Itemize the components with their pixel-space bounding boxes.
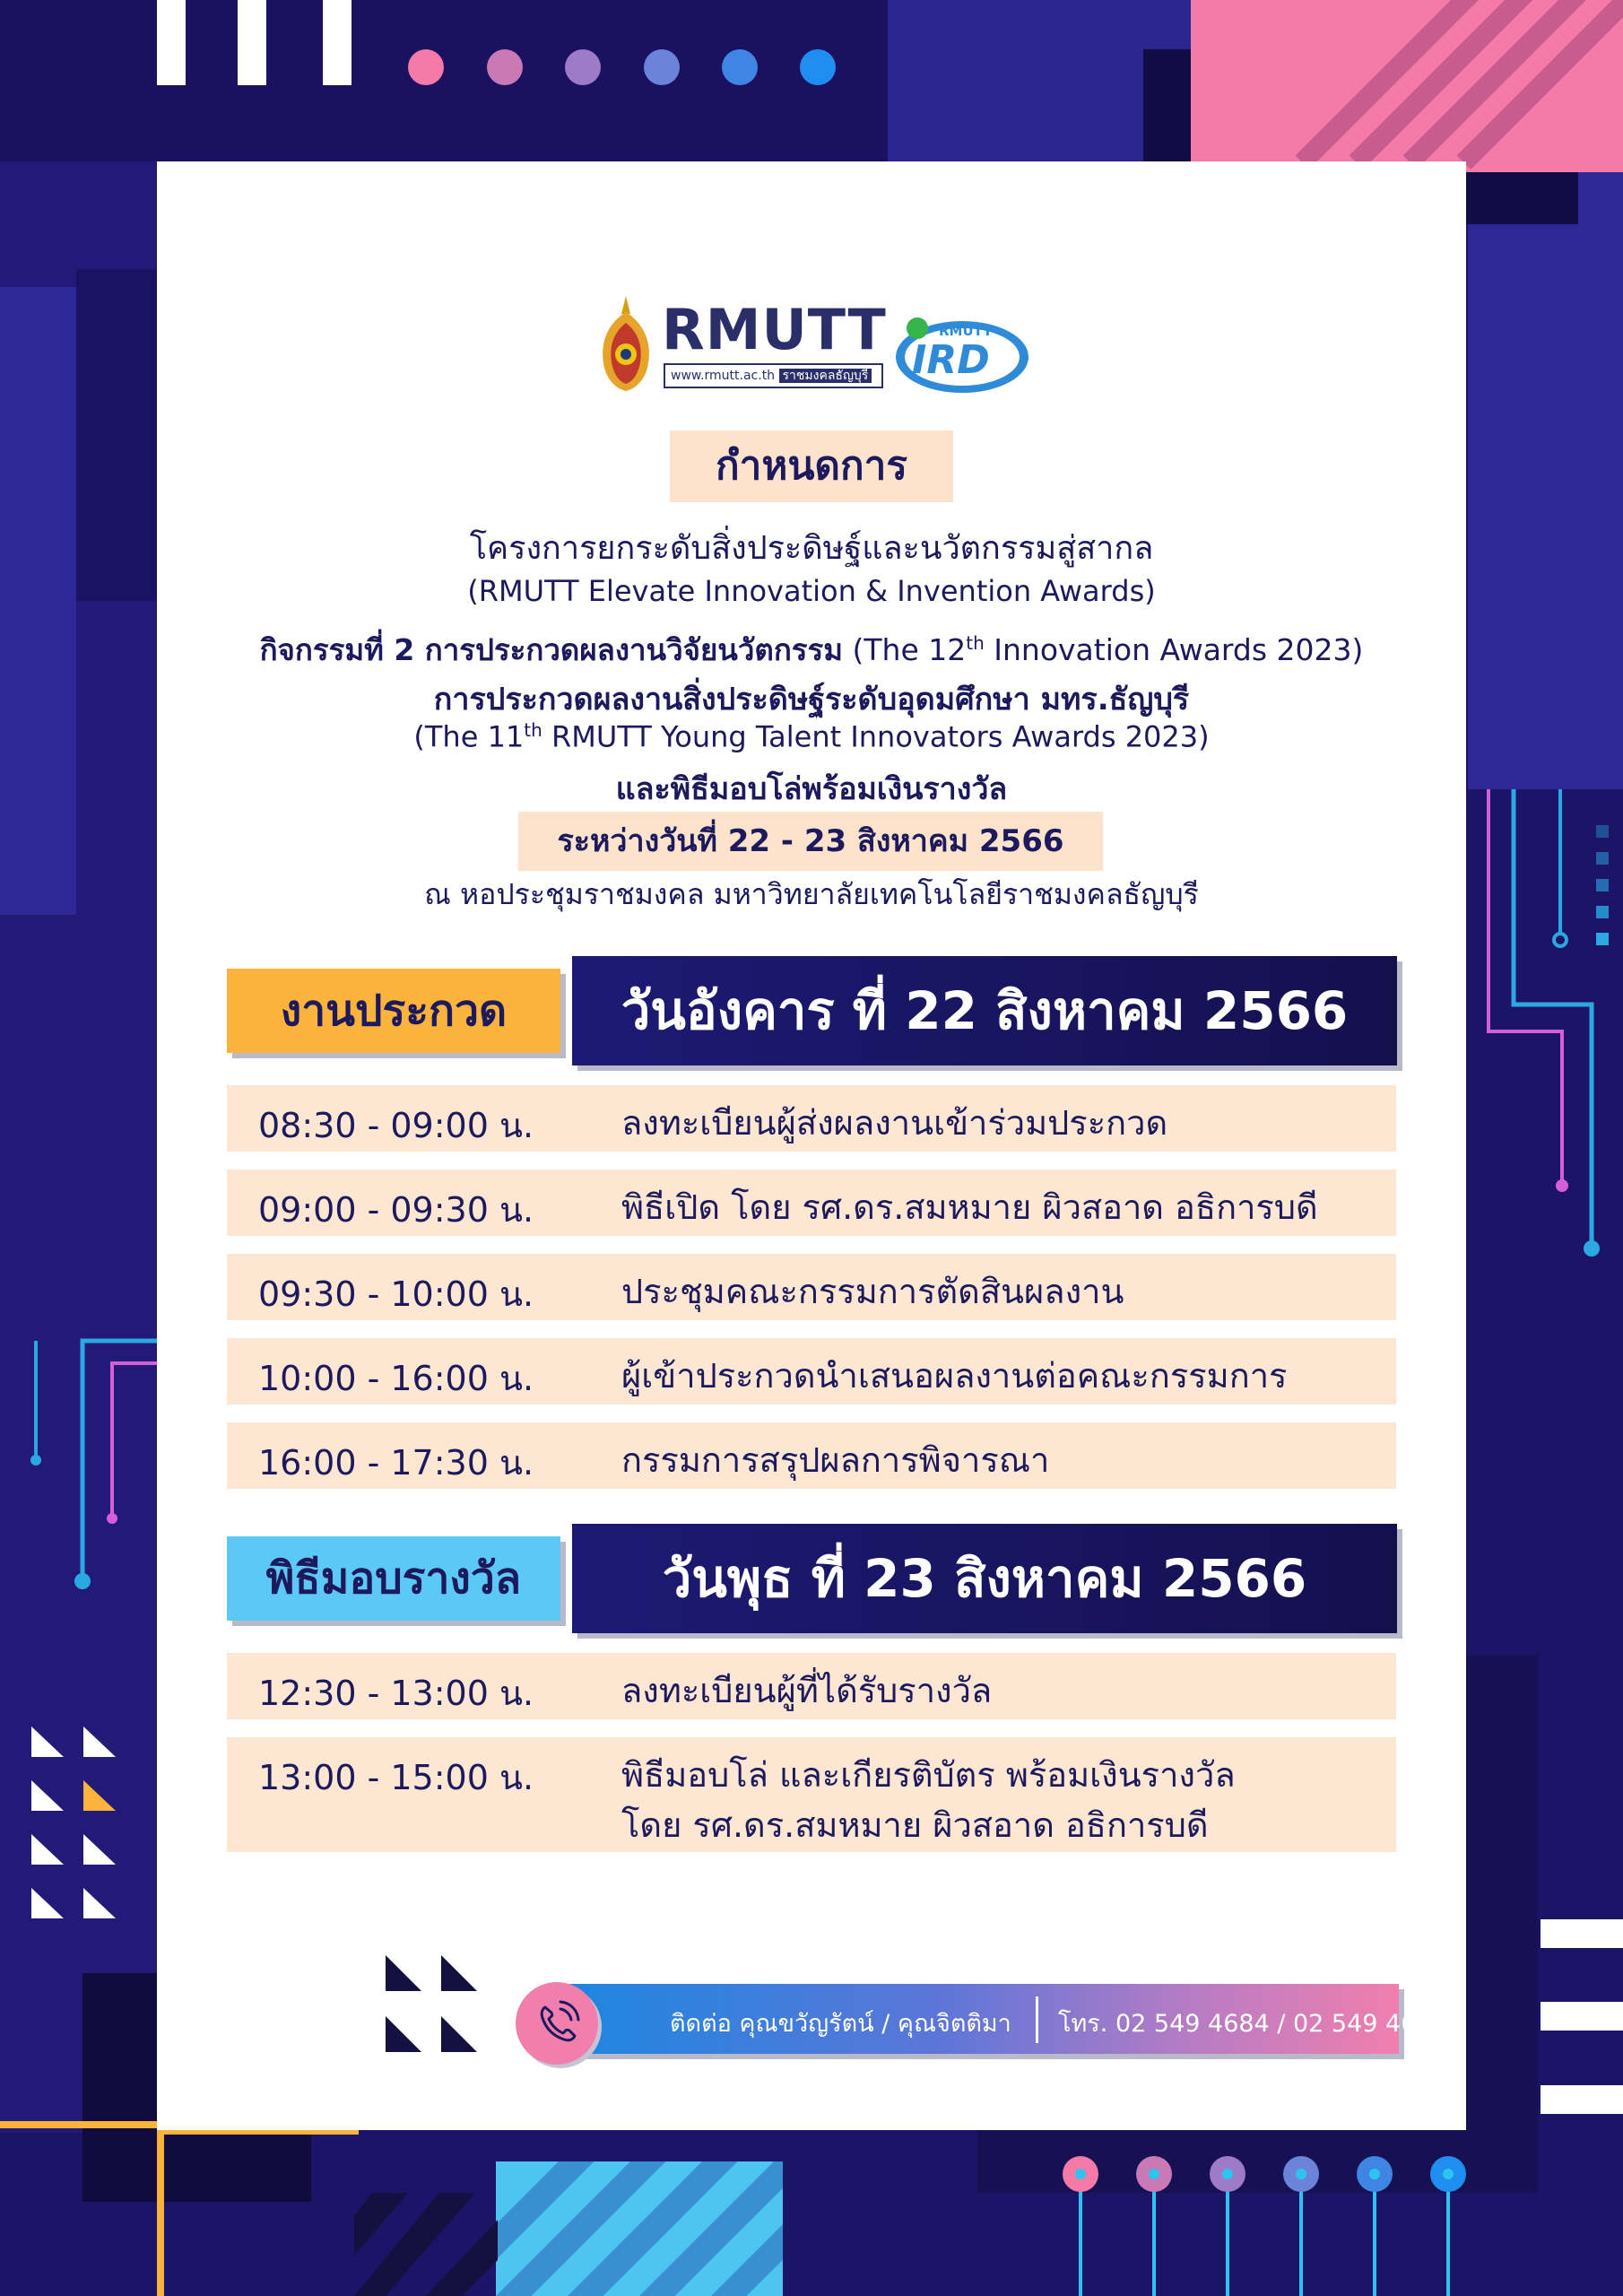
circuit-lines-right [1471,780,1623,1265]
schedule-time: 10:00 - 16:00 น. [258,1359,534,1398]
schedule-description: ลงทะเบียนผู้ส่งผลงานเข้าร่วมประกวด [621,1103,1168,1143]
circuit-lines-left [18,1336,161,1596]
schedule-time: 13:00 - 15:00 น. [258,1758,534,1797]
orange-line [0,2121,161,2128]
dot-lines-bottom [1058,2152,1480,2296]
phone-icon [516,1982,598,2065]
decor-bar [238,0,266,85]
schedule-time: 12:30 - 13:00 น. [258,1674,534,1713]
triangle-pattern-left [31,1726,130,1928]
venue-line: ณ หอประชุมราชมงคล มหาวิทยาลัยเทคโนโลยีราชมงคลธัญบุรี [424,877,1199,911]
schedule-row [227,1085,1396,1152]
schedule-description: ผู้เข้าประกวดนำเสนอผลงานต่อคณะกรรมการ [621,1356,1288,1396]
schedule-time: 08:30 - 09:00 น. [258,1106,534,1145]
decor-bar [323,0,352,85]
rmutt-logo-subtitle: www.rmutt.ac.th ราชมงคลธัญบุรี [664,363,883,388]
decor-bar [1541,2002,1623,2031]
schedule-description: พิธีมอบโล่ และเกียรติบัตร พร้อมเงินรางวัล โดย รศ.ดร.สมหมาย ผิวสอาด อธิการบดี [621,1755,1236,1845]
decor-dot [487,49,523,85]
schedule-description: พิธีเปิด โดย รศ.ดร.สมหมาย ผิวสอาด อธิการบดี [621,1187,1318,1227]
decor-dot [565,49,601,85]
decor-dot [644,49,680,85]
schedule-row [227,1422,1396,1489]
decor-bar [1541,1919,1623,1948]
schedule-time: 16:00 - 17:30 น. [258,1443,534,1483]
schedule-description: กรรมการสรุปผลการพิจารณา [621,1440,1050,1480]
decor-dot [722,49,758,85]
schedule-row [227,1170,1396,1236]
contest-name-english: (The 11th RMUTT Young Talent Innovators Awards 2023) [413,719,1210,754]
triangle-pattern-card [386,1955,484,2058]
decor-bar [1541,2085,1623,2114]
schedule-row [227,1338,1396,1405]
orange-line [157,2126,164,2296]
schedule-row [227,1737,1396,1852]
schedule-time: 09:00 - 09:30 น. [258,1190,534,1230]
contact-phone-numbers: โทร. 02 549 4684 / 02 549 4687 [1058,2010,1447,2038]
rmutt-logo-text: RMUTT [662,297,887,362]
contact-name: ติดต่อ คุณขวัญรัตน์ / คุณจิตติมา [670,2010,1011,2038]
schedule-time: 09:30 - 10:00 น. [258,1274,534,1314]
left-dark-accent [76,269,157,601]
contact-separator [1036,1996,1038,2043]
cyan-striped-block [496,2161,783,2296]
day1-date-header: วันอังคาร ที่ 22 สิงหาคม 2566 [572,956,1397,1065]
left-accent [0,287,76,915]
university-emblem-icon [596,296,655,393]
schedule-description: ลงทะเบียนผู้ที่ได้รับรางวัล [621,1671,993,1710]
decor-dot [408,49,444,85]
day2-date-header: วันพุธ ที่ 23 สิงหาคม 2566 [572,1524,1397,1633]
page-title: กำหนดการ [670,430,953,502]
contact-bar [516,1982,1447,2059]
decor-dot [800,49,836,85]
dark-diagonal-stripes [354,2193,498,2296]
rmutt-ird-logo: RMUTT IRD [892,310,1031,396]
day2-section-label: พิธีมอบรางวัล [227,1536,560,1621]
schedule-description: ประชุมคณะกรรมการตัดสินผลงาน [621,1272,1124,1311]
project-name-thai: โครงการยกระดับสิ่งประดิษฐ์และนวัตกรรมสู่สากล [469,530,1154,567]
project-name-english: (RMUTT Elevate Innovation & Invention Awards) [467,574,1156,608]
schedule-row [227,1254,1396,1320]
decor-bar [157,0,186,85]
contact-bar-background [569,1984,1447,2054]
day1-section-label: งานประกวด [227,969,560,1053]
activity-line: กิจกรรมที่ 2 การประกวดผลงานวิจัยนวัตกรรม (The 12th Innovation Awards 2023) [259,632,1364,667]
ceremony-line: และพิธีมอบโล่พร้อมเงินรางวัล [615,771,1008,807]
date-range-badge: ระหว่างวันที่ 22 - 23 สิงหาคม 2566 [518,812,1103,871]
contest-name-thai: การประกวดผลงานสิ่งประดิษฐ์ระดับอุดมศึกษา มทร.ธัญบุรี [433,682,1190,718]
pink-striped-block [1191,0,1623,172]
schedule-row [227,1653,1396,1719]
